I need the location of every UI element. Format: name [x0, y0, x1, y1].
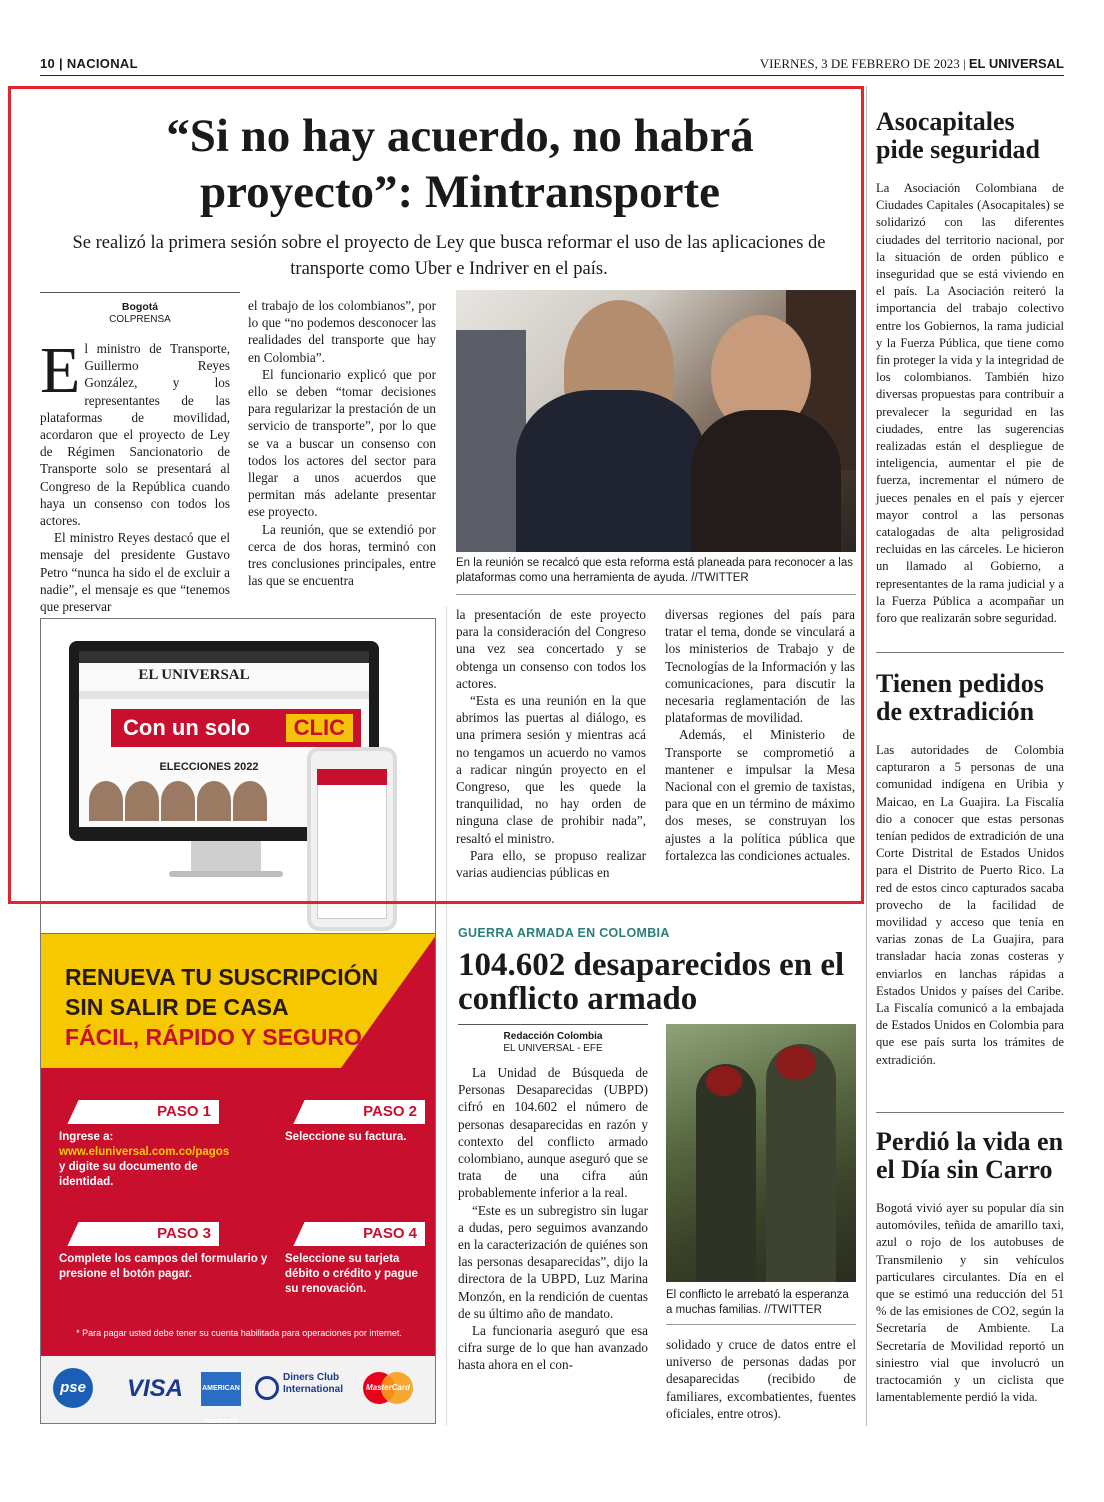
- ad-logo: EL UNIVERSAL: [138, 667, 250, 683]
- clic-badge: CLIC: [286, 714, 353, 742]
- main-byline: [40, 292, 240, 326]
- subscription-title: [65, 962, 378, 1052]
- payment-link[interactable]: www.eluniversal.com.co/pagos: [59, 1146, 230, 1158]
- paragraph: l ministro de Transporte, Guillermo Reyes González, y los representantes de las plataformas de movilidad, acordaron que el proyecto de Ley de Régimen Sancionatorio de Transporte solo se presentará al Congreso de la República cuando haya un consenso con todos los actores.: [40, 341, 230, 529]
- banner-text: Con un solo: [123, 715, 251, 740]
- column-divider: [866, 86, 867, 1426]
- paragraph: la presentación de este proyecto para la consideración del Congreso una vez sea concertado y se obtenga un consenso con todos los actores.: [456, 607, 646, 691]
- phone-illustration: [307, 747, 397, 931]
- main-subhead: Se realizó la primera sesión sobre el proyecto de Ley que busca reformar el uso de las aplicaciones de transporte como Uber e Indriver en el país.: [72, 233, 826, 279]
- step-3: [59, 1222, 269, 1282]
- sidebar-headline-extradicion: Tienen pedidos de extradición: [876, 669, 1044, 726]
- main-column-4: [665, 606, 855, 864]
- title-line: RENUEVA TU SUSCRIPCIÓN: [65, 964, 379, 990]
- diners-logo: [255, 1372, 345, 1406]
- mastercard-logo: [363, 1372, 413, 1404]
- sidebar-body-dia-sin-carro: Bogotá vivió ayer su popular día sin automóviles, teñida de amarillo taxi, azul o rojo de los autobuses de Transmilenio y sin vehículos particulares circulantes. Día en el que se estimó una reducción del 51 % de las emisiones de CO2, según la Secretaría de Ambiente. La Secretaría de Movilidad reportó un siniestro vial que involucró un tractocamión y un ciclista que lamentablemente perdió la vida.: [876, 1201, 1064, 1405]
- step-2: [285, 1100, 425, 1145]
- sidebar-divider: [876, 1112, 1064, 1113]
- second-story-column-1: [458, 1064, 648, 1374]
- step-label: PASO 1: [157, 1103, 211, 1120]
- step-text: Seleccione su factura.: [285, 1131, 407, 1143]
- subscription-note: * Para pagar usted debe tener su cuenta habilitada para operaciones por internet.: [76, 1328, 402, 1338]
- paragraph: “Este es un subregistro sin lugar a dudas, pero seguimos avanzando en la caracterización de quiénes son las personas desaparecidas”, dijo la directora de la UBPD, Luz Marina Monzón, en la rendición de cuentas de su último año de mandato.: [458, 1202, 648, 1321]
- second-story-column-2: [666, 1336, 856, 1422]
- elecciones-label: ELECCIONES 2022: [159, 761, 259, 773]
- byline-city: Bogotá: [121, 301, 159, 313]
- paragraph: El ministro Reyes destacó que el mensaje del presidente Gustavo Petro “nunca ha sido el de excluir a nadie”, el mensaje es que “tenemos que preservar: [40, 530, 230, 615]
- payment-logos: [41, 1356, 436, 1424]
- step-text: y digite su documento de identidad.: [59, 1161, 198, 1188]
- step-text: Complete los campos del formulario y presione el botón pagar.: [59, 1253, 268, 1280]
- main-column-2: [248, 297, 436, 589]
- second-story-kicker: GUERRA ARMADA EN COLOMBIA: [458, 926, 670, 940]
- diners-text: Diners Club International: [283, 1372, 344, 1395]
- paragraph: El funcionario explicó que por ello se deben “tomar decisiones para regularizar la prestación de un servicio de transporte”, por lo que se va a buscar un consenso con todos los actores del sector para llegar a unos acuerdos que permitan más adelante presentar ese proyecto.: [248, 366, 436, 520]
- conflict-photo: [666, 1024, 856, 1282]
- paper-name: EL UNIVERSAL: [968, 56, 1064, 71]
- step-1: [59, 1100, 230, 1190]
- conflict-photo-caption: El conflicto le arrebató la esperanza a muchas familias. //TWITTER: [666, 1288, 856, 1325]
- column-divider: [446, 606, 447, 1426]
- paragraph: Para ello, se propuso realizar varias audiencias públicas en: [456, 847, 646, 881]
- page-date: [760, 56, 1064, 72]
- paragraph: diversas regiones del país para tratar el tema, donde se vinculará a los ministerios de Trabajo y de Tecnologías de la Información y las comunicaciones, para discutir la necesaria reglamentación de las plataformas de movilidad.: [665, 607, 855, 726]
- sidebar-body-extradicion: Las autoridades de Colombia capturaron a 5 personas de una comunidad indígena en Uribia y Maicao, en La Guajira. La Fiscalía dio a conocer que estas personas tenían pedidos de extradición de una Corte Distrital de Estados Unidos para el Distrito de Puerto Rico. La red de estos cinco capturados sacaba provecho de la facilidad de movilidad y acceso que tenía en varias zonas de La Guajira, para transladar hacia zonas costeras y enviarlos en lanchas rápidas a Estados Unidos y países del Caribe. La Fiscalía comunicó a la embajada de Estados Unidos en Colombia para que ese país surta los trámites de extradición.: [876, 743, 1064, 1067]
- candidate-photos: [89, 781, 289, 821]
- paragraph: solidado y cruce de datos entre el universo de personas dadas por desaparecidas (recibido de familiares, excombatientes, fuentes oficiales, entre otros).: [666, 1337, 856, 1421]
- step-label: PASO 4: [363, 1225, 417, 1242]
- sidebar-headline-asocapitales: Asocapitales pide seguridad: [876, 107, 1040, 164]
- sidebar-body-asocapitales: La Asociación Colombiana de Ciudades Capitales (Asocapitales) se solidarizó con las diferentes ciudades del territorio nacional, por la situación de orden público e inseguridad que se está viviendo en el país. La Asociación reiteró la importancia del trabajo colectivo entre los Gobiernos, la rama judicial y la Fuerza Pública, que tiene como fin proteger la vida y la integridad de los colombianos. También hizo diversas propuestas para contribuir a prevalecer la seguridad en las ciudades, entre las sugerencias realizadas están el despliegue de inteligencia, aumentar el pie de fuerza, incrementar el número de jueces penales en el país y ejercer mayor control a las personas catalogadas de alta peligrosidad recluidas en las cárceles. Le hicieron un llamado al Gobierno, a representantes de la rama judicial y a la Fuerza Pública a acompañar un foro que realizarán sobre seguridad.: [876, 181, 1064, 626]
- subscription-advertisement[interactable]: [40, 934, 436, 1424]
- step-label: PASO 3: [157, 1225, 211, 1242]
- step-4: [285, 1222, 425, 1297]
- clic-banner: [111, 709, 361, 747]
- step-text: Ingrese a:: [59, 1131, 114, 1143]
- title-line: SIN SALIR DE CASA: [65, 994, 289, 1020]
- visa-logo: VISA: [126, 1375, 183, 1402]
- clic-advertisement[interactable]: [40, 618, 436, 934]
- meeting-photo: [456, 290, 856, 552]
- dropcap: E: [40, 334, 81, 407]
- title-line: FÁCIL, RÁPIDO Y SEGURO: [65, 1024, 362, 1050]
- main-column-3: [456, 606, 646, 881]
- paragraph: “Esta es una reunión en la que abrimos las puertas al diálogo, es una primera sesión y mientras acá no tengamos un acuerdo no vamos a radicar ningún proyecto en el Congreso, que les quede la tranquilidad, no hay orden de ninguna clase de prohibir nada”, resaltó el ministro.: [456, 693, 646, 846]
- second-story-byline: [458, 1024, 648, 1055]
- mastercard-text: MasterCard: [365, 1383, 410, 1392]
- paragraph: el trabajo de los colombianos”, por lo que “no podemos desconocer las realidades del transporte que hay en Colombia”.: [248, 298, 436, 365]
- paragraph: La funcionaria aseguró que esa cifra surge de lo que han avanzado hasta ahora en el con-: [458, 1323, 648, 1373]
- sidebar-divider: [876, 652, 1064, 653]
- byline-author: Redacción Colombia: [503, 1031, 603, 1042]
- byline-agency: COLPRENSA: [109, 314, 171, 325]
- sidebar-headline-dia-sin-carro: Perdió la vida en el Día sin Carro: [876, 1127, 1064, 1184]
- step-label: PASO 2: [363, 1103, 417, 1120]
- paragraph: La Unidad de Búsqueda de Personas Desaparecidas (UBPD) cifró en 104.602 el número de personas desaparecidas en razón y contexto del conflicto armado colombiano, aunque aseguró que se trata de una cifra aún probablemente inferior a la real.: [458, 1065, 648, 1201]
- main-headline: “Si no hay acuerdo, no habrá proyecto”: Mintransporte: [166, 110, 754, 218]
- diners-icon: [255, 1376, 279, 1400]
- pse-logo: pse: [53, 1368, 93, 1408]
- date-text: VIERNES, 3 DE FEBRERO DE 2023 |: [759, 56, 966, 71]
- step-text: Seleccione su tarjeta débito o crédito y pague su renovación.: [285, 1253, 418, 1295]
- paragraph: La reunión, que se extendió por cerca de dos horas, terminó con tres conclusiones principales, entre las que se encuentra: [248, 521, 436, 589]
- amex-logo: AMERICAN EXPRESS: [201, 1372, 241, 1406]
- main-column-1: [40, 334, 230, 615]
- page-section: 10 | NACIONAL: [40, 56, 138, 71]
- paragraph: Además, el Ministerio de Transporte se comprometió a mantener e impulsar la Mesa Nacional con el gremio de taxistas, para que en un término de máximo dos meses, se construyan los ajustes a la política pública que fortalezca las condiciones actuales.: [665, 727, 855, 863]
- byline-agency: EL UNIVERSAL - EFE: [503, 1043, 603, 1054]
- page-header: [40, 52, 1064, 76]
- meeting-photo-caption: En la reunión se recalcó que esta reforma está planeada para reconocer a las plataformas como una herramienta de ayuda. //TWITTER: [456, 556, 856, 595]
- second-story-headline: 104.602 desaparecidos en el conflicto armado: [458, 947, 845, 1017]
